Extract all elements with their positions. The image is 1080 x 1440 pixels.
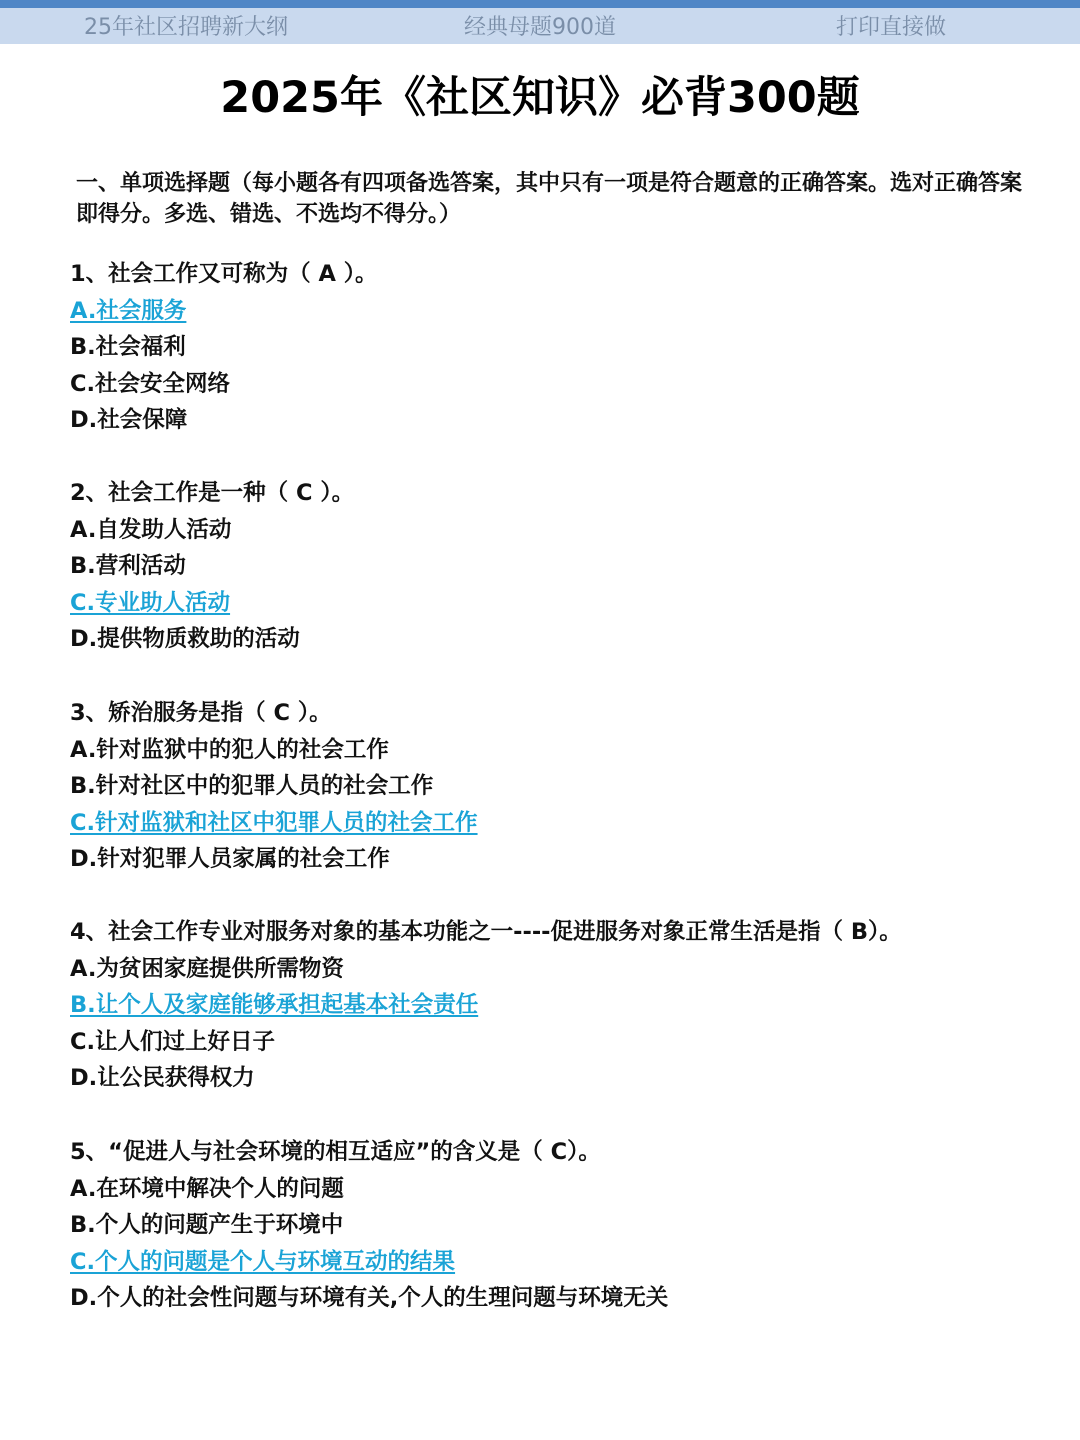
header-band-right-label: 打印直接做 (836, 15, 947, 40)
question-block (70, 695, 1060, 878)
answer-option: B.个人的问题产生于环境中 (70, 1212, 344, 1239)
answer-option: B.针对社区中的犯罪人员的社会工作 (70, 773, 434, 800)
top-accent-stripe (0, 0, 1080, 8)
answer-option-correct: C.针对监狱和社区中犯罪人员的社会工作 (70, 809, 478, 836)
question-stem: 5、“促进人与社会环境的相互适应”的含义是（ C）。 (70, 1139, 601, 1165)
question-block (70, 256, 1060, 439)
question-stem: 2、社会工作是一种（ C ）。 (70, 480, 355, 506)
answer-option: D.让公民获得权力 (70, 1065, 255, 1092)
question-block (70, 1134, 1060, 1317)
answer-option-correct: B.让个人及家庭能够承担起基本社会责任 (70, 992, 479, 1019)
answer-option: A.在环境中解决个人的问题 (70, 1175, 344, 1202)
document-title: 2025年《社区知识》必背300题 (220, 73, 860, 123)
question-stem: 4、社会工作专业对服务对象的基本功能之一----促进服务对象正常生活是指（ B）。 (70, 919, 902, 945)
answer-option: C.让人们过上好日子 (70, 1028, 276, 1055)
answer-option: B.社会福利 (70, 334, 186, 361)
header-band-middle-label: 经典母题900道 (464, 15, 616, 40)
question-block (70, 914, 1060, 1097)
header-band-left-label: 25年社区招聘新大纲 (84, 15, 288, 40)
answer-option: A.针对监狱中的犯人的社会工作 (70, 736, 389, 763)
answer-option: A.为贫困家庭提供所需物资 (70, 955, 344, 982)
question-stem: 3、矫治服务是指（ C ）。 (70, 700, 332, 726)
answer-option: C.社会安全网络 (70, 370, 231, 397)
answer-option-correct: A.社会服务 (70, 297, 187, 324)
answer-option-correct: C.个人的问题是个人与环境互动的结果 (70, 1248, 456, 1275)
answer-option: D.针对犯罪人员家属的社会工作 (70, 846, 390, 873)
answer-option: D.社会保障 (70, 407, 188, 434)
answer-option-correct: C.专业助人活动 (70, 589, 231, 616)
answer-option: D.提供物质救助的活动 (70, 626, 300, 653)
answer-option: B.营利活动 (70, 553, 186, 580)
answer-option: D.个人的社会性问题与环境有关,个人的生理问题与环境无关 (70, 1285, 669, 1312)
answer-option: A.自发助人活动 (70, 516, 232, 543)
question-stem: 1、社会工作又可称为（ A ）。 (70, 261, 378, 287)
question-block (70, 475, 1060, 658)
section-instructions: 一、单项选择题（每小题各有四项备选答案，其中只有一项是符合题意的正确答案。选对正确答案即得分。多选、错选、不选均不得分。） (76, 171, 1023, 227)
